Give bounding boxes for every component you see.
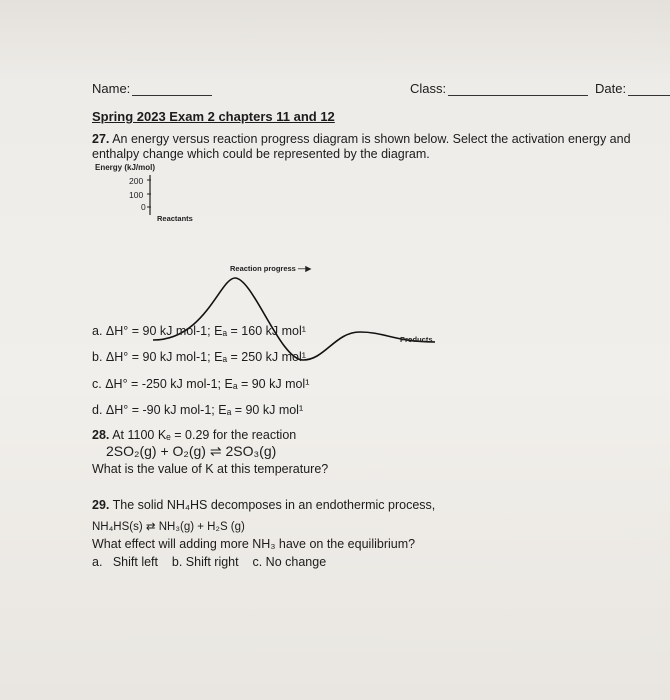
q27-line1 [92,132,631,146]
progress-axis-label: Reaction progress —▶ [230,264,312,273]
date-label: Date: [595,81,627,96]
reactants-label: Reactants [157,214,193,223]
q29-options: a. Shift left b. Shift right c. No change [92,555,327,569]
q29-text: The solid NH₄HS decomposes in an endothermic process, [112,498,436,512]
name-label: Name: [92,81,131,96]
choice-d: d. ΔH° = -90 kJ mol-1; Eₐ = 90 kJ mol¹ [92,403,304,417]
q29-line1 [92,498,435,512]
energy-axis-label: Energy (kJ/mol) [95,163,156,172]
q28-text: At 1100 Kₑ = 0.29 for the reaction [112,428,297,442]
reaction-curve [153,278,435,360]
q28-equation: 2SO₂(g) + O₂(g) ⇌ 2SO₃(g) [106,443,277,459]
class-label: Class: [410,81,447,96]
exam-title: Spring 2023 Exam 2 chapters 11 and 12 [92,109,335,124]
q28-number: 28. [92,428,110,442]
q27-number: 27. [92,132,110,146]
name-field-line [132,95,212,96]
tick-100: 100 [129,190,144,200]
tick-0: 0 [141,202,146,212]
q28-question: What is the value of K at this temperature? [92,462,329,476]
q27-text-1: An energy versus reaction progress diagram is shown below. Select the activation energy and [112,132,631,146]
q27-text-2: enthalpy change which could be represented by the diagram. [92,147,430,161]
products-label: Products [400,335,433,344]
q29-equation: NH₄HS(s) ⇄ NH₃(g) + H₂S (g) [92,521,245,533]
date-field-line [628,95,670,96]
class-field-line [448,95,588,96]
choice-c: c. ΔH° = -250 kJ mol-1; Eₐ = 90 kJ mol¹ [92,377,310,391]
q29-question: What effect will adding more NH₃ have on the equilibrium? [92,537,416,551]
choice-b: b. ΔH° = 90 kJ mol-1; Eₐ = 250 kJ mol¹ [92,350,306,364]
q28-line1 [92,428,296,442]
q29-number: 29. [92,498,110,512]
choice-a: a. ΔH° = 90 kJ mol-1; Eₐ = 160 kJ mol¹ [92,324,306,338]
tick-200: 200 [129,176,144,186]
